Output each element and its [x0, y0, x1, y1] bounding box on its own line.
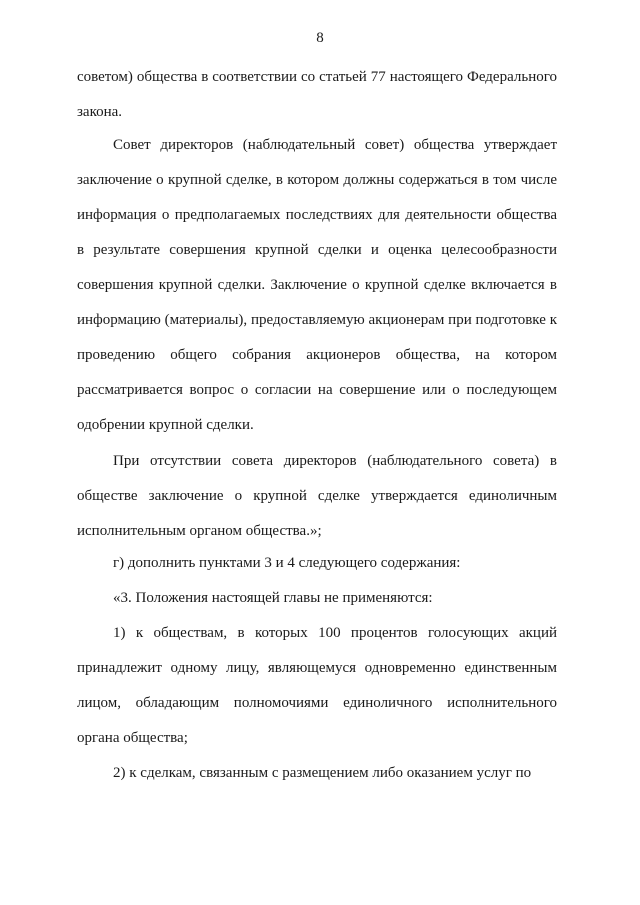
paragraph-no-board — [77, 444, 557, 549]
paragraph-text: Совет директоров (наблюдательный совет) общества утверждает заключение о крупной сделке, в котором должны содержаться в том числе информация о предполагаемых последствиях для деятельности общества в результате совершения крупной сделки и оценка целесообразности совершения крупной сделки. Заключение о крупной сделке включается в информацию (материалы), предоставляемую акционерам при подготовке к проведению общего собрания акционеров общества, на котором рассматривается вопрос о согласии на совершение или о последующем одобрении крупной сделки. — [77, 137, 557, 433]
paragraph-subpoint-2 — [77, 756, 557, 791]
paragraph-text: советом) общества в соответствии со статьей 77 настоящего Федерального закона. — [77, 69, 557, 120]
paragraph-subpoint-1 — [77, 616, 557, 756]
paragraph-text: При отсутствии совета директоров (наблюдательного совета) в обществе заключение о крупной сделке утверждается единоличным исполнительным органом общества.»; — [77, 453, 557, 539]
page-number: 8 — [316, 30, 324, 46]
paragraph-board-approval — [77, 128, 557, 443]
paragraph-text: 1) к обществам, в которых 100 процентов голосующих акций принадлежит одному лицу, являющемуся одновременно единственным лицом, обладающим полномочиями единоличного исполнительного органа общества; — [77, 625, 557, 746]
paragraph-text: г) дополнить пунктами 3 и 4 следующего содержания: — [113, 555, 461, 571]
paragraph-point-3 — [77, 581, 557, 616]
paragraph-continuation — [77, 60, 557, 130]
paragraph-text: «3. Положения настоящей главы не применяются: — [113, 590, 433, 606]
paragraph-text: 2) к сделкам, связанным с размещением либо оказанием услуг по — [113, 765, 532, 781]
paragraph-amendment-g — [77, 546, 557, 581]
